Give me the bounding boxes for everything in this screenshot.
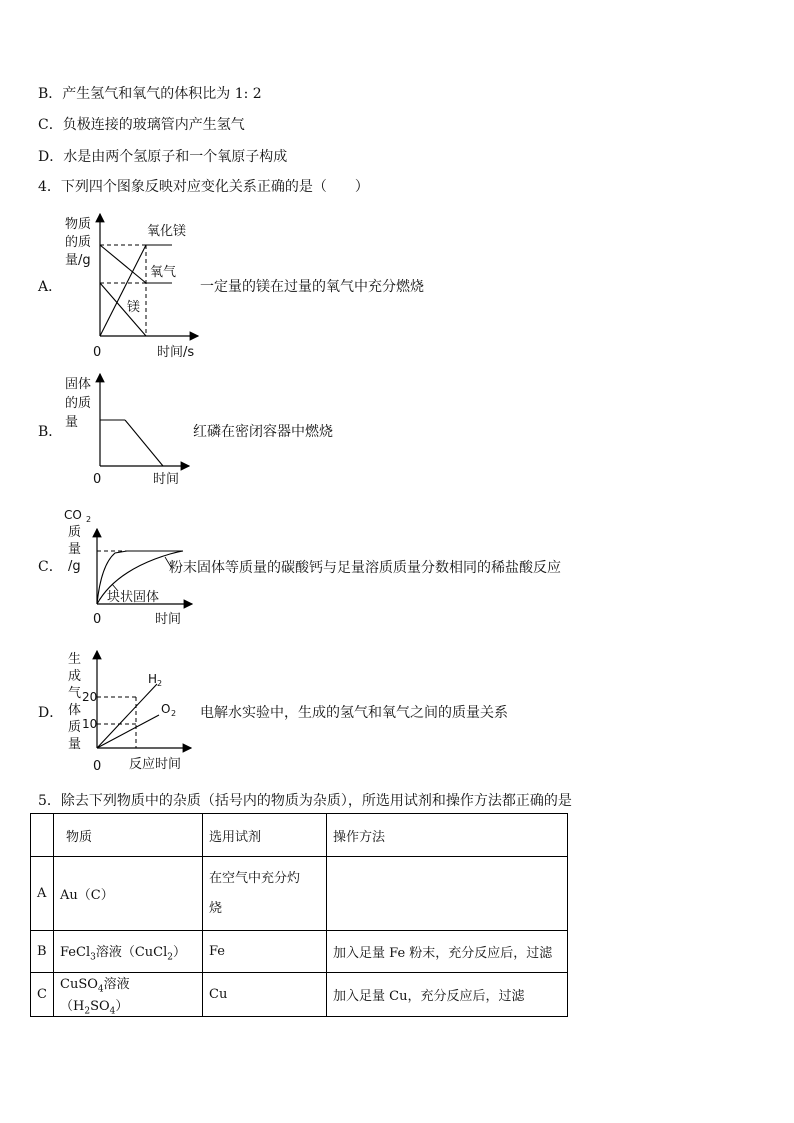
- graph-a-curve-mg: 镁: [127, 300, 141, 315]
- question-5-stem: 5．除去下列物质中的杂质（括号内的物质为杂质），所选用试剂和操作方法都正确的是: [38, 793, 572, 809]
- graph-c-ylabel-3: /g: [68, 559, 81, 574]
- header-method: 操作方法: [327, 814, 568, 857]
- question-4-stem: 4．下列四个图象反映对应变化关系正确的是（ ）: [38, 179, 369, 195]
- row-b-substance: FeCl$_3$溶液（CuCl$_2$）: [54, 931, 203, 973]
- graph-b-ylabel-1: 固体: [65, 377, 92, 392]
- row-a-method: [327, 857, 568, 931]
- row-c-reagent: Cu: [203, 973, 327, 1017]
- graph-c-origin: 0: [93, 612, 102, 627]
- graph-d-curve-h2-sub: 2: [157, 679, 163, 688]
- graph-d-curve-o2: O: [161, 702, 171, 716]
- graph-c-ylabel-2: 量: [68, 542, 82, 557]
- graph-a-curve-o2: 氧气: [150, 265, 177, 280]
- row-c-method: 加入足量 Cu，充分反应后，过滤: [327, 973, 568, 1017]
- option-a-desc: 一定量的镁在过量的氧气中充分燃烧: [200, 279, 424, 295]
- row-b-method: 加入足量 Fe 粉末，充分反应后，过滤: [327, 931, 568, 973]
- graph-d-tick-20: 20: [82, 690, 98, 704]
- graph-a-ylabel-1: 物质: [65, 217, 92, 232]
- row-a-reagent-line2: 烧: [209, 900, 223, 916]
- row-c-letter: C: [31, 973, 54, 1017]
- table-header-row: [31, 814, 568, 857]
- graph-b: [55, 370, 205, 492]
- row-b-letter: B: [31, 931, 54, 973]
- graph-c-ylabel-sub: 2: [86, 515, 92, 524]
- graph-b-origin: 0: [93, 472, 102, 487]
- row-a-substance: Au（C）: [54, 857, 203, 931]
- option-a-letter: A．: [38, 279, 63, 295]
- graph-d-ylabel-2: 成: [68, 669, 82, 684]
- graph-d-curve-o2-sub: 2: [171, 709, 177, 718]
- graph-c-curve-lump: 块状固体: [107, 590, 160, 605]
- graph-a-curve-mgo: 氧化镁: [147, 224, 187, 239]
- option-d-desc: 电解水实验中，生成的氢气和氧气之间的质量关系: [200, 705, 508, 721]
- row-a-reagent-line1: 在空气中充分灼: [209, 870, 301, 886]
- graph-b-ylabel-2: 的质: [65, 396, 92, 411]
- table-row: [31, 857, 568, 931]
- graph-d-ylabel-6: 量: [68, 737, 82, 752]
- graph-b-xlabel: 时间: [153, 472, 180, 487]
- header-reagent: 选用试剂: [203, 814, 327, 857]
- option-c-desc: 粉末固体等质量的碳酸钙与足量溶质质量分数相同的稀盐酸反应: [169, 560, 561, 576]
- impurity-table: [30, 813, 568, 1017]
- option-d-letter: D．: [38, 705, 64, 721]
- graph-d-origin: 0: [93, 759, 102, 774]
- graph-d: [55, 647, 200, 775]
- graph-c-ylabel-co: CO: [64, 508, 82, 522]
- graph-a-origin: 0: [93, 345, 102, 360]
- graph-a: [55, 208, 205, 363]
- graph-d-xlabel: 反应时间: [129, 757, 182, 772]
- row-b-reagent: Fe: [203, 931, 327, 973]
- graph-c-xlabel: 时间: [155, 612, 182, 627]
- header-substance: 物质: [54, 814, 203, 857]
- graph-d-ylabel-3: 气: [68, 686, 82, 701]
- graph-d-tick-10: 10: [82, 717, 98, 731]
- row-a-letter: A: [31, 857, 54, 931]
- option-b-desc: 红磷在密闭容器中燃烧: [193, 424, 333, 440]
- option-c-letter: C．: [38, 559, 63, 575]
- graph-a-xlabel: 时间/s: [157, 345, 195, 360]
- option-q3-b: B．产生氢气和氧气的体积比为 1: 2: [38, 86, 262, 102]
- option-q3-d: D．水是由两个氢原子和一个氧原子构成: [38, 149, 288, 165]
- graph-d-ylabel-4: 体: [68, 703, 82, 718]
- option-b-letter: B．: [38, 424, 63, 440]
- graph-c-ylabel-1: 质: [68, 525, 82, 540]
- table-row: [31, 973, 568, 1017]
- graph-d-ylabel-1: 生: [68, 652, 82, 667]
- graph-a-ylabel-2: 的质: [65, 235, 92, 250]
- graph-a-ylabel-3: 量/g: [65, 253, 91, 268]
- graph-d-curve-h2: H: [148, 672, 158, 686]
- graph-d-ylabel-5: 质: [68, 720, 82, 735]
- table-row: [31, 931, 568, 973]
- option-q3-c: C．负极连接的玻璃管内产生氢气: [38, 117, 245, 133]
- graph-b-ylabel-3: 量: [65, 415, 79, 430]
- row-c-substance: CuSO$_4$溶液$(H_2SO_4)$: [54, 973, 203, 1017]
